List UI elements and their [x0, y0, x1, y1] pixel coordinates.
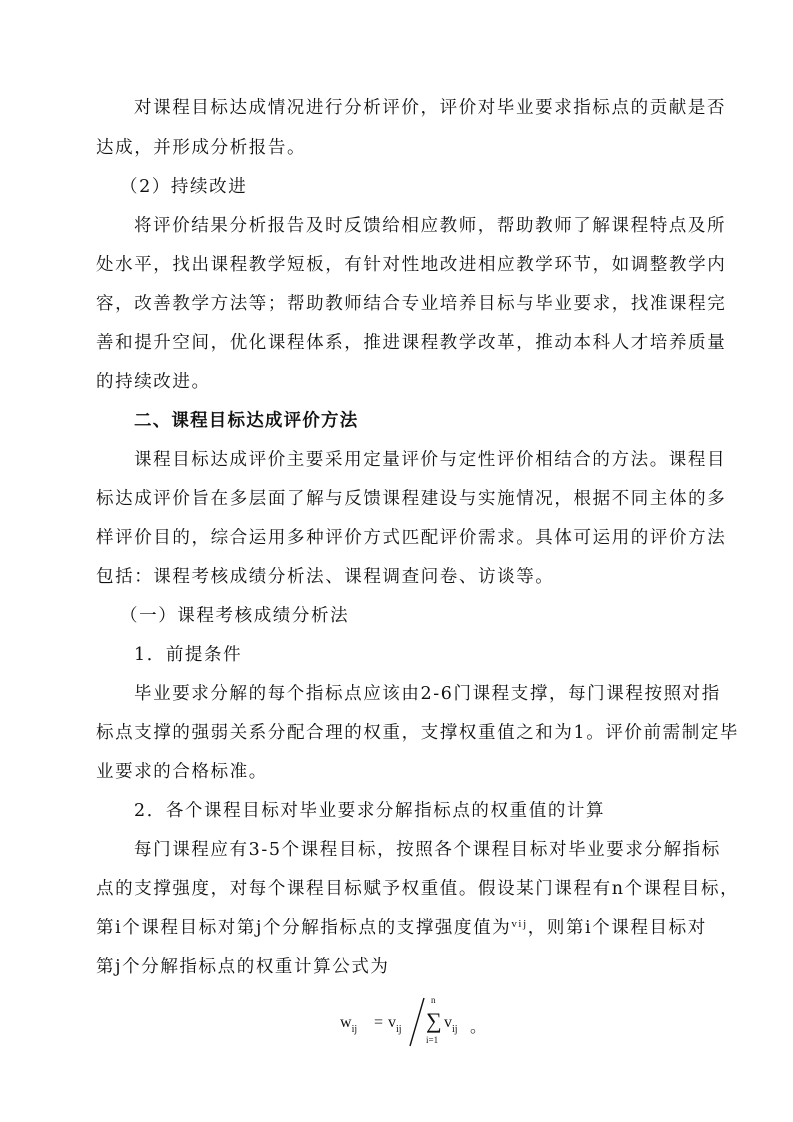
- formula-v: $v_{ij}$: [388, 1014, 402, 1035]
- sum-lower-limit: i=1: [426, 1035, 439, 1045]
- paragraph-line: 处水平，找出课程教学短板，有针对性地改进相应教学环节，如调整教学内: [96, 255, 727, 275]
- paragraph-line: 标点支撑的强弱关系分配合理的权重，支撑权重值之和为1。评价前需制定毕: [96, 723, 740, 743]
- text-fragment: 第i个课程目标对第j个分解指标点的支撑强度值为: [96, 918, 512, 938]
- section-heading: 二、课程目标达成评价方法: [134, 411, 359, 431]
- sum-symbol: ∑: [426, 1008, 442, 1033]
- formula-end-mark: 。: [470, 1019, 487, 1036]
- paragraph-line: 样评价目的，综合运用多种评价方式匹配评价需求。具体可运用的评价方法: [96, 528, 727, 548]
- paragraph-line: 标达成评价旨在多层面了解与反馈课程建设与实施情况，根据不同主体的多: [96, 489, 727, 509]
- paragraph-line: 将评价结果分析报告及时反馈给相应教师，帮助教师了解课程特点及所: [134, 216, 727, 236]
- item-heading: 2．各个课程目标对毕业要求分解指标点的权重值的计算: [134, 801, 606, 821]
- formula-equals: =: [374, 1014, 384, 1031]
- paragraph-line: [96, 916, 707, 942]
- paragraph-line: 的持续改进。: [96, 372, 211, 392]
- paragraph-line: 对课程目标达成情况进行分析评价，评价对毕业要求指标点的贡献是否: [134, 98, 727, 118]
- formula-v-sum: $v_{ij}$: [444, 1014, 458, 1035]
- weight-formula: [340, 992, 487, 1052]
- subsection-heading: （一）课程考核成绩分析法: [120, 606, 350, 626]
- paragraph-line: 第j个分解指标点的权重计算公式为: [96, 957, 390, 977]
- paragraph-line: 容，改善教学方法等；帮助教师结合专业培养目标与毕业要求，找准课程完: [96, 294, 727, 314]
- paragraph-line: 包括：课程考核成绩分析法、课程调查问卷、访谈等。: [96, 567, 555, 587]
- division-slash: [406, 996, 428, 1048]
- paragraph-line: 毕业要求分解的每个指标点应该由2-6门课程支撑，每门课程按照对指: [134, 684, 721, 704]
- paragraph-line: 每门课程应有3-5个课程目标，按照各个课程目标对毕业要求分解指标: [134, 840, 721, 860]
- paragraph-line: 业要求的合格标准。: [96, 762, 268, 782]
- sum-upper-limit: n: [431, 995, 436, 1005]
- paragraph-line: 善和提升空间，优化课程体系，推进课程教学改革，推动本科人才培养质量: [96, 333, 727, 353]
- subsection-heading: （2）持续改进: [120, 177, 248, 197]
- paragraph-line: 点的支撑强度，对每个课程目标赋予权重值。假设某门课程有n个课程目标，: [96, 879, 740, 899]
- text-fragment: ，则第i个课程目标对: [527, 918, 707, 938]
- formula-w: $w_{ij}$: [340, 1014, 358, 1035]
- paragraph-line: 达成，并形成分析报告。: [96, 138, 307, 158]
- item-heading: 1．前提条件: [134, 645, 243, 665]
- paragraph-line: 课程目标达成评价主要采用定量评价与定性评价相结合的方法。课程目: [134, 450, 727, 470]
- vij-symbol: vij: [511, 918, 528, 930]
